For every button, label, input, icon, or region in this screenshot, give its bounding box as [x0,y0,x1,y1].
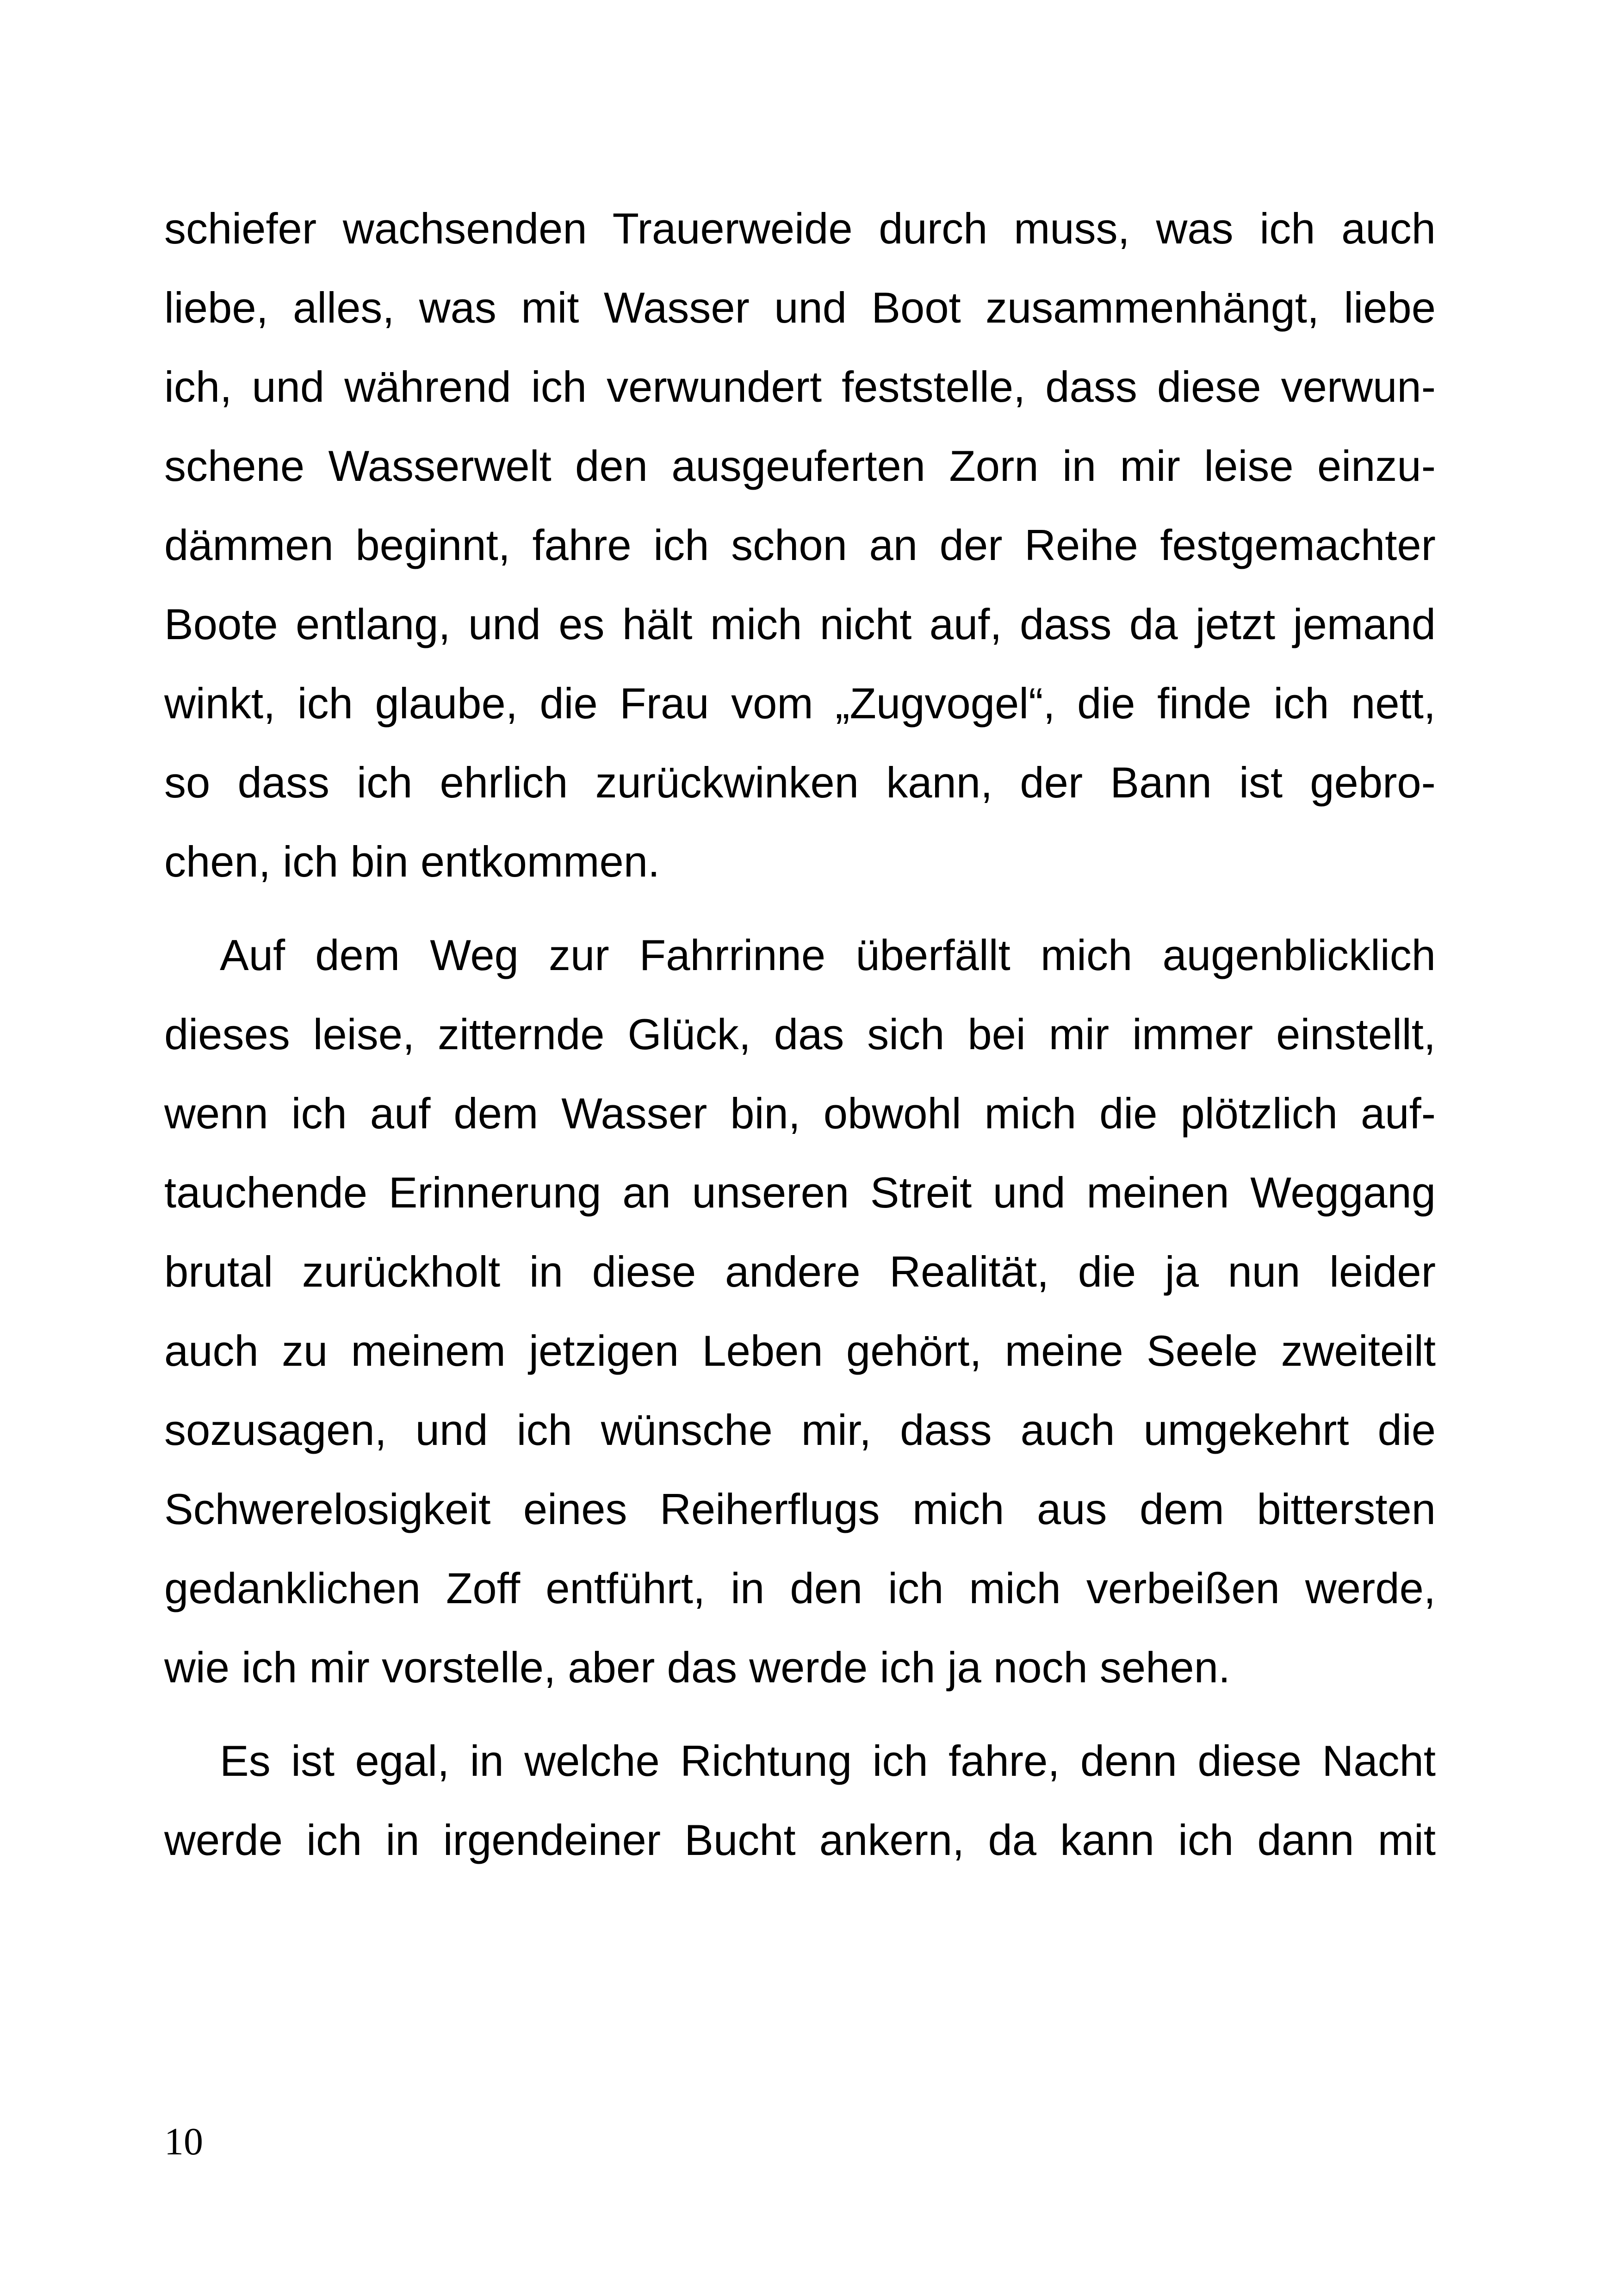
text-line: Es ist egal, in welche Richtung ich fahre, denn diese Nacht [220,1736,1436,1785]
text-line: auch zu meinem jetzigen Leben gehört, meine Seele zweiteilt [164,1326,1436,1375]
text-line: liebe, alles, was mit Wasser und Boot zusammenhängt, liebe [164,283,1436,332]
paragraph-spacer [164,1707,1436,1721]
text-line: gedanklichen Zoff entführt, in den ich mich verbeißen werde, [164,1564,1436,1612]
text-line: werde ich in irgendeiner Bucht ankern, da kann ich dann mit [164,1816,1436,1864]
text-line: Schwerelosigkeit eines Reiherflugs mich aus dem bittersten [164,1485,1436,1533]
text-line: brutal zurückholt in diese andere Realität, die ja nun leider [164,1247,1436,1296]
text-line: so dass ich ehrlich zurückwinken kann, der Bann ist gebro- [164,758,1436,807]
text-line: schene Wasserwelt den ausgeuferten Zorn in mir leise einzu- [164,442,1436,490]
text-line: wenn ich auf dem Wasser bin, obwohl mich die plötzlich auf- [164,1089,1436,1138]
paragraph-3 [164,1721,1436,1879]
body-text [164,189,1436,1879]
page-number: 10 [164,2120,203,2163]
text-line: sozusagen, und ich wünsche mir, dass auch umgekehrt die [164,1406,1436,1454]
text-line: Auf dem Weg zur Fahrrinne überfällt mich augenblicklich [220,931,1436,979]
text-line: dieses leise, zitternde Glück, das sich bei mir immer einstellt, [164,1010,1436,1058]
text-line: winkt, ich glaube, die Frau vom „Zugvogel“, die finde ich nett, [164,679,1436,728]
paragraph-2 [164,915,1436,1707]
text-line: tauchende Erinnerung an unseren Streit und meinen Weggang [164,1168,1436,1217]
text-line: wie ich mir vorstelle, aber das werde ich ja noch sehen. [164,1643,1231,1692]
text-line: chen, ich bin entkommen. [164,837,660,886]
paragraph-spacer [164,901,1436,915]
text-line: dämmen beginnt, fahre ich schon an der Reihe festgemachter [164,521,1436,569]
text-line: Boote entlang, und es hält mich nicht auf, dass da jetzt jemand [164,600,1436,648]
paragraph-1 [164,189,1436,901]
text-line: ich, und während ich verwundert feststelle, dass diese verwun- [164,362,1436,411]
text-line: schiefer wachsenden Trauerweide durch muss, was ich auch [164,204,1436,253]
